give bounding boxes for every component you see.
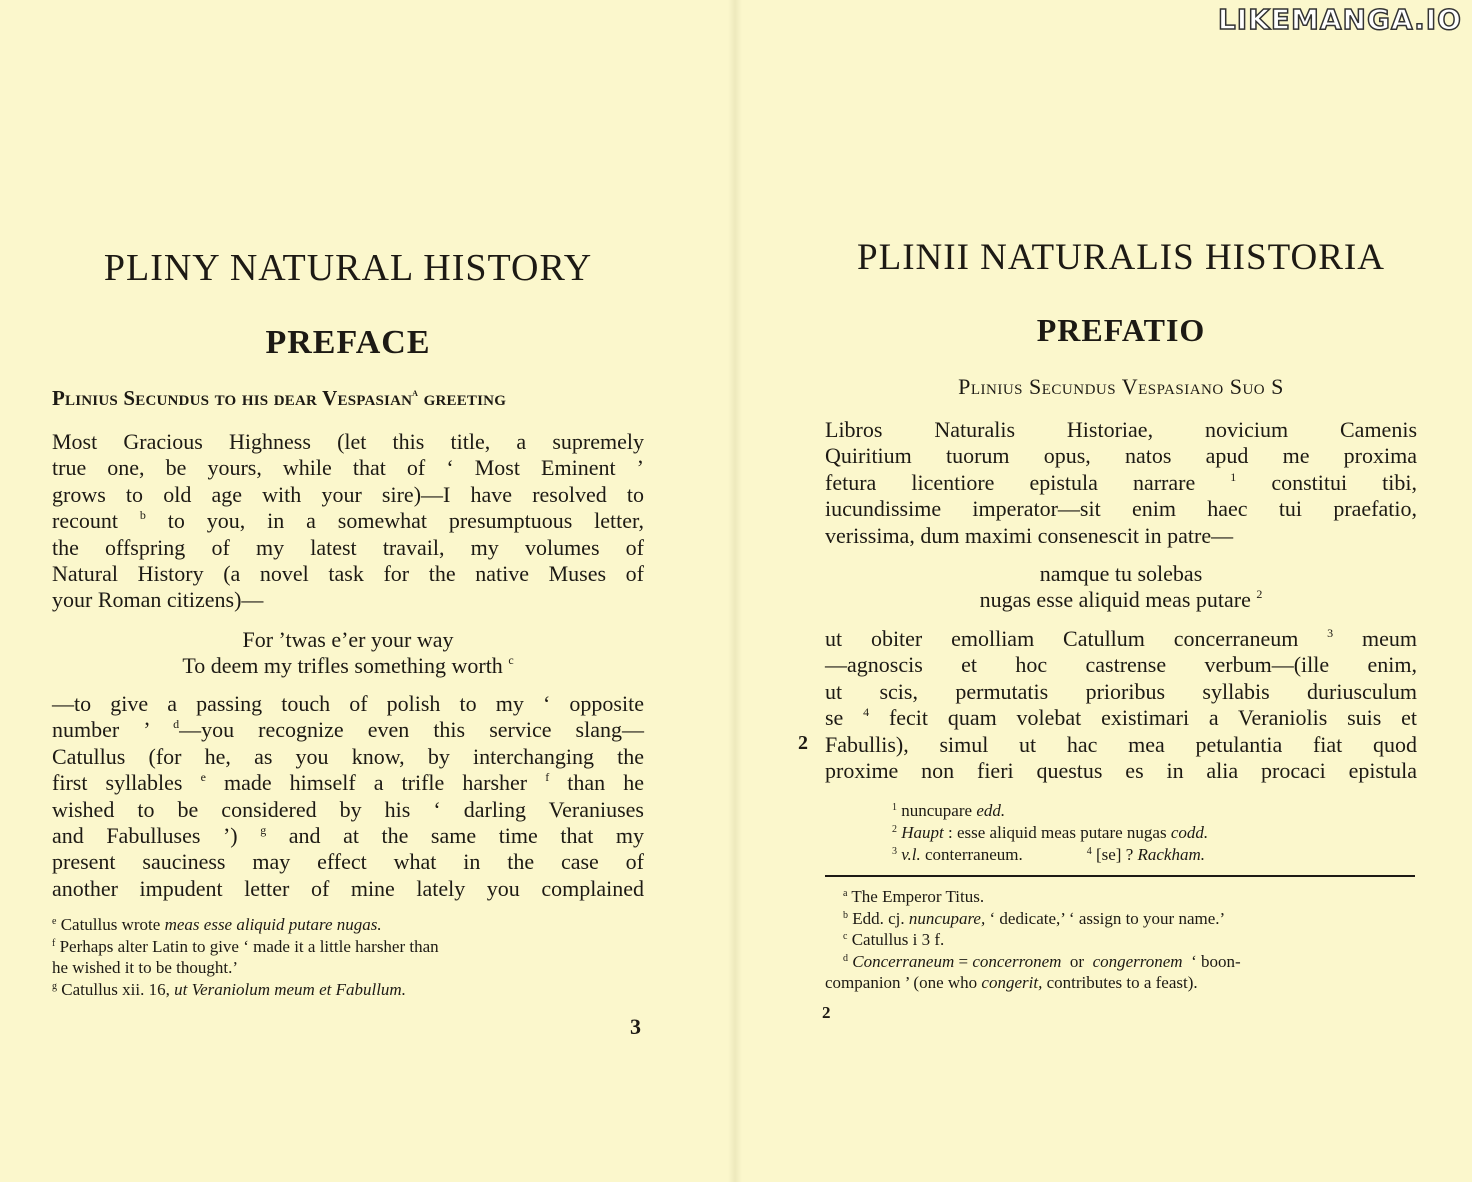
footnotes	[52, 914, 644, 1000]
text-line: true one, be yours, while that of ‘ Most Eminent ’	[52, 455, 644, 481]
verse-quote	[825, 561, 1417, 614]
text-line: fetura licentiore epistula narrare $^1$ constitui tibi,	[825, 469, 1417, 495]
paragraph	[825, 626, 1417, 784]
text-line: recount $^b$ to you, in a somewhat presumptuous letter,	[52, 508, 644, 534]
footnote-ref: c	[508, 653, 514, 668]
paragraph	[52, 691, 644, 902]
text-line: another impudent letter of mine lately you complained	[52, 875, 644, 901]
textual-note: $^3$ v.l. conterraneum. $^4$ [se] ? Rackham.	[892, 845, 1206, 864]
text-line: se $^4$ fecit quam volebat existimari a Veraniolis suis et	[825, 705, 1417, 731]
footnote: $^c$ Catullus i 3 f.	[843, 930, 945, 950]
paragraph	[52, 429, 644, 614]
text-line: —agnoscis et hoc castrense verbum—(ille enim,	[825, 652, 1417, 678]
page-subtitle: PREFATIO	[1036, 312, 1206, 348]
footnote-ref: 2	[1256, 587, 1263, 602]
footnote-ref: 1	[1230, 469, 1237, 484]
salutation: Plinius Secundus to his dear Vespasian$^a$ greeting	[52, 385, 507, 410]
footnote-ref: e	[200, 770, 206, 785]
footnote: $^g$ Catullus xii. 16, ut Veraniolum meum et Fabullum.	[52, 979, 406, 999]
site-watermark: LIKEMANGA.IO	[1217, 3, 1462, 36]
translation-footnotes	[825, 886, 1418, 994]
page-title: PLINY NATURAL HISTORY	[103, 247, 593, 289]
text-line: wished to be considered by his ‘ darling Veraniuses	[52, 796, 644, 822]
page-number: 2	[822, 1003, 831, 1022]
footnote-ref: 4	[863, 705, 870, 720]
footnote: $^f$ Perhaps alter Latin to give ‘ made it a little harsher than	[52, 936, 439, 956]
text-line: ut obiter emolliam Catullum concerraneum $^3$ meum	[825, 626, 1417, 651]
verse-line: namque tu solebas	[1039, 561, 1203, 586]
footnote-rule	[825, 875, 1415, 877]
footnote-ref: a	[412, 385, 419, 399]
page-title: PLINII NATURALIS HISTORIA	[857, 237, 1385, 278]
section-number: 2	[798, 732, 808, 754]
footnote: $^e$ Catullus wrote meas esse aliquid putare nugas.	[52, 915, 382, 934]
text-line: your Roman citizens)—	[52, 587, 264, 613]
page-number: 3	[630, 1014, 641, 1039]
text-line: Fabullis), simul ut hac mea petulantia fiat quod	[825, 731, 1417, 757]
text-line: the offspring of my latest travail, my volumes of	[52, 534, 644, 560]
text-line: verissima, dum maximi consenescit in patre—	[825, 522, 1234, 548]
footnote-ref: d	[173, 717, 180, 732]
verse-line: nugas esse aliquid meas putare $^2$	[979, 587, 1263, 613]
text-line: grows to old age with your sire)—I have resolved to	[52, 481, 644, 507]
verse-line: To deem my trifles something worth $^c$	[182, 653, 514, 679]
text-line: present sauciness may effect what in the case of	[52, 849, 644, 875]
book-gutter	[728, 0, 742, 1182]
text-line: Libros Naturalis Historiae, novicium Camenis	[825, 417, 1417, 442]
salutation: Plinius Secundus Vespasiano Suo S	[958, 374, 1284, 399]
textual-notes	[892, 800, 1342, 866]
text-line: and Fabulluses ’) $^g$ and at the same time that my	[52, 822, 644, 848]
text-line: Most Gracious Highness (let this title, a supremely	[52, 429, 644, 454]
footnote-ref: b	[139, 508, 146, 523]
textual-note: $^1$ nuncupare edd.	[892, 801, 1006, 820]
footnote-ref: 3	[1327, 626, 1334, 640]
text-line: iucundissime imperator—sit enim haec tui praefatio,	[825, 496, 1417, 522]
text-line: proxime non fieri questus es in alia procaci epistula	[825, 757, 1417, 783]
textual-note: $^2$ Haupt : esse aliquid meas putare nugas codd.	[892, 823, 1209, 842]
page-subtitle: PREFACE	[265, 324, 431, 361]
text-line: number ’ $^d$—you recognize even this service slang—	[52, 717, 644, 743]
verse-quote	[52, 627, 644, 680]
text-line: ut scis, permutatis prioribus syllabis duriusculum	[825, 678, 1417, 704]
footnote-ref: f	[545, 770, 550, 785]
footnote: $^a$ The Emperor Titus.	[843, 887, 985, 906]
footnote: $^b$ Edd. cj. nuncupare, ‘ dedicate,’ ‘ assign to your name.’	[843, 908, 1226, 928]
footnote-ref: g	[260, 822, 267, 837]
text-line: Natural History (a novel task for the native Muses of	[52, 560, 644, 586]
text-line: Quiritium tuorum opus, natos apud me proxima	[825, 443, 1417, 469]
footnote-continued: he wished it to be thought.’	[52, 958, 239, 977]
text-line: —to give a passing touch of polish to my ‘ opposite	[52, 691, 644, 716]
text-line: Catullus (for he, as you know, by interchanging the	[52, 743, 644, 769]
footnote-continued: companion ’ (one who congerit, contributes to a feast).	[825, 973, 1198, 993]
verse-line: For ’twas e’er your way	[242, 627, 454, 652]
text-line: first syllables $^e$ made himself a trifle harsher $^f$ than he	[52, 770, 644, 796]
footnote: $^d$ Concerraneum = concerronem or congerronem ‘ boon-	[843, 951, 1241, 971]
paragraph	[825, 417, 1417, 549]
